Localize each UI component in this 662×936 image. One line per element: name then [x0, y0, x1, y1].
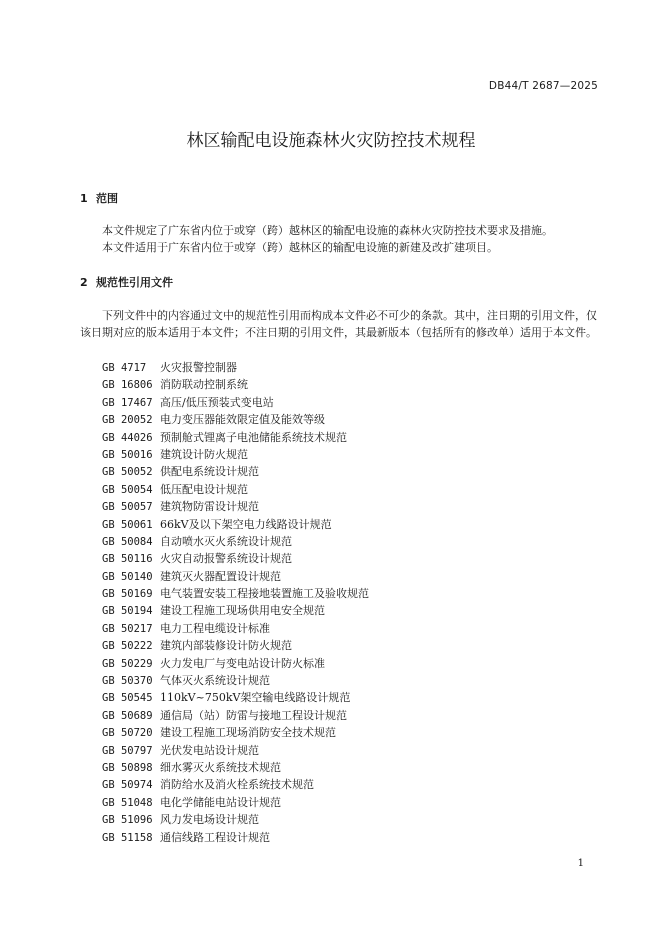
reference-title: 建筑灭火器配置设计规范: [160, 569, 281, 583]
reference-title: 电力工程电缆设计标准: [160, 621, 270, 635]
reference-code: GB 50898: [102, 761, 153, 774]
section-title: 规范性引用文件: [96, 276, 173, 289]
reference-title: 细水雾灭火系统技术规范: [160, 760, 281, 774]
reference-title: 电气装置安装工程接地装置施工及验收规范: [160, 587, 369, 601]
reference-code: GB 50169: [102, 588, 153, 601]
reference-code: GB 20052: [102, 414, 153, 427]
reference-code: GB 4717: [102, 362, 147, 374]
section-heading-normative-references: [80, 274, 173, 290]
reference-title: 消防给水及消火栓系统技术规范: [160, 778, 314, 792]
reference-code: GB 50052: [102, 466, 153, 479]
reference-code: GB 50194: [102, 605, 153, 618]
reference-item: [102, 724, 369, 741]
reference-code: GB 50116: [102, 553, 153, 566]
section-number: 1: [80, 192, 88, 205]
reference-item: [102, 481, 369, 498]
reference-title: 建筑物防雷设计规范: [160, 500, 259, 514]
reference-item: [102, 411, 369, 428]
reference-code: GB 50061: [102, 518, 153, 531]
reference-code: GB 50797: [102, 744, 153, 757]
reference-title: 建筑内部装修设计防火规范: [160, 639, 292, 653]
reference-code: GB 50545: [102, 692, 153, 705]
reference-item: [102, 376, 369, 393]
reference-item: [102, 655, 369, 672]
reference-title: 110kV~750kV架空输电线路设计规范: [160, 691, 351, 705]
reference-code: GB 50229: [102, 657, 153, 670]
reference-item: [102, 359, 369, 376]
reference-item: [102, 516, 369, 533]
reference-title: 66kV及以下架空电力线路设计规范: [160, 517, 332, 531]
reference-item: [102, 707, 369, 724]
reference-title: 通信局（站）防雷与接地工程设计规范: [160, 708, 347, 722]
reference-code: GB 51096: [102, 814, 153, 827]
section-heading-scope: [80, 190, 118, 206]
reference-code: GB 50054: [102, 483, 153, 496]
paragraph: 本文件适用于广东省内位于或穿（跨）越林区的输配电设施的新建及改扩建项目。: [102, 241, 498, 254]
reference-item: [102, 794, 369, 811]
reference-code: GB 50217: [102, 622, 153, 635]
reference-code: GB 50140: [102, 570, 153, 583]
reference-code: GB 50222: [102, 640, 153, 653]
reference-item: [102, 498, 369, 515]
reference-title: 光伏发电站设计规范: [160, 743, 259, 757]
reference-title: 预制舱式锂离子电池储能系统技术规范: [160, 430, 347, 444]
reference-code: GB 51048: [102, 796, 153, 809]
reference-code: GB 50370: [102, 675, 153, 688]
reference-code: GB 50016: [102, 448, 153, 461]
reference-code: GB 44026: [102, 431, 153, 444]
reference-title: 气体灭火系统设计规范: [160, 674, 270, 688]
reference-item: [102, 759, 369, 776]
reference-title: 火力发电厂与变电站设计防火标准: [160, 656, 325, 670]
standard-number: DB44/T 2687—2025: [488, 80, 598, 92]
document-title: 林区输配电设施森林火灾防控技术规程: [186, 131, 476, 151]
reference-code: GB 50720: [102, 727, 153, 740]
reference-title: 建设工程施工现场供用电安全规范: [160, 604, 325, 618]
reference-title: 火灾报警控制器: [160, 361, 237, 374]
reference-item: [102, 463, 369, 480]
reference-code: GB 50689: [102, 709, 153, 722]
reference-item: [102, 811, 369, 828]
reference-item: [102, 602, 369, 619]
reference-item: [102, 550, 369, 567]
reference-item: [102, 829, 369, 846]
reference-title: 供配电系统设计规范: [160, 465, 259, 479]
reference-title: 高压/低压预装式变电站: [160, 395, 274, 409]
reference-item: [102, 585, 369, 602]
paragraph: 下列文件中的内容通过文中的规范性引用而构成本文件必不可少的条款。其中，注日期的引用文件，仅该日期对应的版本适用于本文件；不注日期的引用文件，其最新版本（包括所有的修改单）适用于本文件。: [80, 309, 597, 339]
reference-item: [102, 637, 369, 654]
section-number: 2: [80, 276, 88, 289]
reference-item: [102, 672, 369, 689]
reference-list: [102, 359, 369, 846]
reference-title: 电力变压器能效限定值及能效等级: [160, 413, 325, 427]
reference-item: [102, 446, 369, 463]
reference-code: GB 50057: [102, 501, 153, 514]
reference-item: [102, 568, 369, 585]
reference-title: 自动喷水灭火系统设计规范: [160, 534, 292, 548]
reference-code: GB 50084: [102, 535, 153, 548]
reference-code: GB 17467: [102, 396, 153, 409]
reference-title: 消防联动控制系统: [160, 378, 248, 392]
reference-title: 通信线路工程设计规范: [160, 830, 270, 844]
section-title: 范围: [96, 192, 118, 205]
reference-item: [102, 429, 369, 446]
page-number: 1: [577, 858, 584, 869]
reference-title: 火灾自动报警系统设计规范: [160, 552, 292, 566]
paragraph: 本文件规定了广东省内位于或穿（跨）越林区的输配电设施的森林火灾防控技术要求及措施。: [102, 224, 553, 237]
reference-item: [102, 689, 369, 706]
reference-item: [102, 394, 369, 411]
reference-item: [102, 776, 369, 793]
reference-item: [102, 620, 369, 637]
reference-title: 低压配电设计规范: [160, 482, 248, 496]
reference-code: GB 51158: [102, 831, 153, 844]
reference-code: GB 50974: [102, 779, 153, 792]
reference-item: [102, 742, 369, 759]
reference-title: 电化学储能电站设计规范: [160, 795, 281, 809]
reference-title: 风力发电场设计规范: [160, 813, 259, 827]
reference-title: 建设工程施工现场消防安全技术规范: [160, 726, 336, 740]
reference-title: 建筑设计防火规范: [160, 447, 248, 461]
reference-item: [102, 533, 369, 550]
reference-code: GB 16806: [102, 379, 153, 392]
